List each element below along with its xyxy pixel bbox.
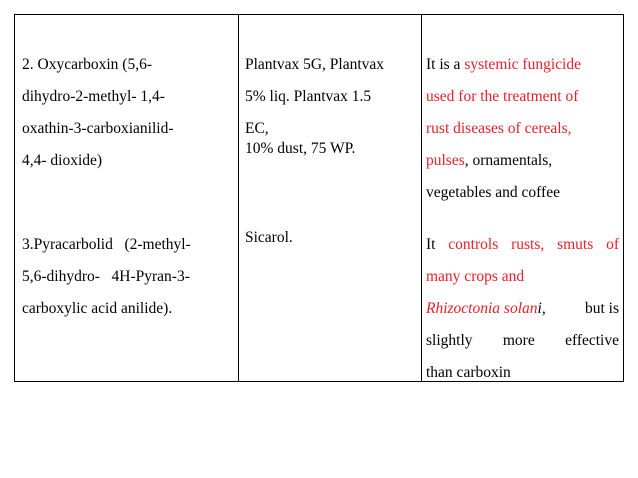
trade-name-line: Sicarol. [245, 229, 293, 246]
trade-name-line: Plantvax 5G, Plantvax [245, 56, 385, 73]
trade-name-line: EC, [245, 120, 269, 137]
description-highlight: many crops and [426, 268, 525, 285]
column-divider-2 [421, 15, 422, 381]
description-highlight: controls [448, 236, 499, 253]
description-text: i, [537, 300, 546, 317]
description-line: vegetables and coffee [426, 184, 560, 201]
description-line: than carboxin [426, 364, 511, 381]
trade-name-line: 5% liq. Plantvax 1.5 [245, 88, 372, 105]
chemical-name-line: 3.Pyracarbolid (2-methyl- [22, 236, 191, 253]
description-text: but is [581, 300, 619, 317]
chemical-name-line: 2. Oxycarboxin (5,6- [22, 56, 152, 73]
chemical-name-line: carboxylic acid anilide). [22, 300, 173, 317]
description-highlight: rusts, [511, 236, 545, 253]
description-text: more [502, 332, 535, 349]
description-highlight: pulses [426, 152, 465, 169]
column-divider-1 [238, 15, 239, 381]
description-highlight: used for the treatment of [426, 88, 579, 105]
description-line [426, 301, 619, 317]
description-highlight: rust diseases of cereals, [426, 120, 572, 137]
trade-name-line: 10% dust, 75 WP. [245, 140, 356, 157]
description-line [426, 153, 552, 169]
description-text: , ornamentals, [464, 152, 553, 169]
description-highlight: Rhizoctonia solan [426, 300, 538, 317]
description-text: It is a [426, 56, 465, 73]
description-highlight: of [606, 236, 619, 253]
chemical-name-line: 5,6-dihydro- 4H-Pyran-3- [22, 268, 190, 285]
description-text: It [426, 236, 436, 253]
chemical-name-line: 4,4- dioxide) [22, 152, 103, 169]
description-line [426, 237, 619, 253]
chemical-name-line: oxathin-3-carboxianilid- [22, 120, 174, 137]
fungicide-table [14, 14, 624, 382]
chemical-name-line: dihydro-2-methyl- 1,4- [22, 88, 165, 105]
description-line [426, 333, 619, 349]
description-text: slightly [426, 332, 473, 349]
description-highlight: smuts [557, 236, 594, 253]
description-line [426, 57, 581, 73]
description-text: effective [565, 332, 619, 349]
species-name [426, 301, 546, 317]
description-highlight: systemic fungicide [464, 56, 581, 73]
